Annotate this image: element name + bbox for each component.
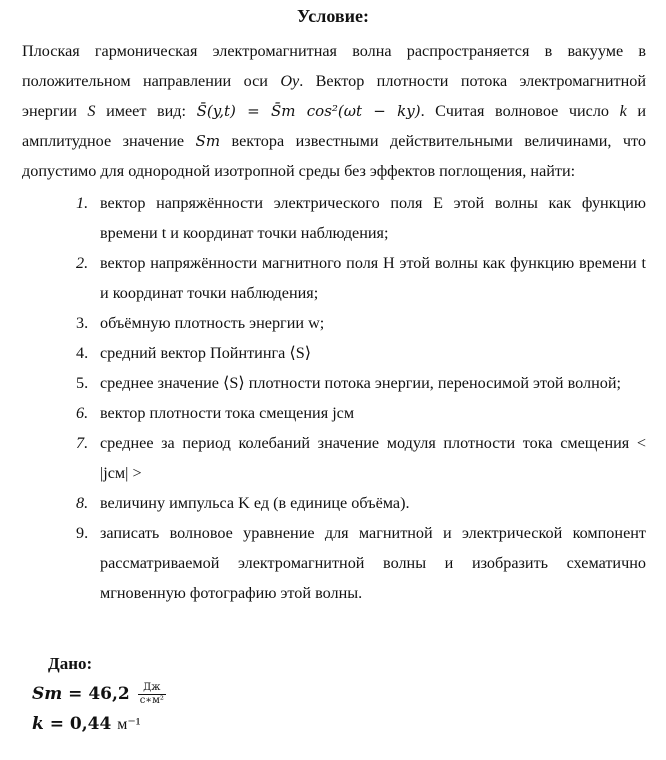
task-item [40,518,646,608]
task-text: средний вектор Пойнтинга ⟨S⟩ [100,344,312,362]
given-values [32,682,166,746]
statement-text-4: . Считая волновое число [420,102,620,120]
section-title: Условие: [297,6,369,26]
statement-text-3: имеет вид: [95,102,197,120]
statement-paragraph [22,36,646,186]
formula-amplitude: S̄m [270,102,296,120]
formula-rhs: cos²(ωt − ky) [295,102,421,120]
poynting-symbol: S [87,102,96,120]
given-sm-label: Sm [32,684,63,704]
task-text: среднее значение ⟨S⟩ плотности потока энергии, переносимой этой волной; [100,374,622,392]
given-k-unit: м⁻¹ [117,716,141,733]
task-number: 4. [76,344,89,362]
unit-numerator: Дж [138,682,166,695]
task-number: 8. [76,494,89,512]
unit-denominator: с∗м² [139,695,164,706]
problem-statement [22,36,646,186]
task-item [40,368,646,398]
given-k-value: = 0,44 [43,714,112,734]
task-number: 1. [76,194,89,212]
given-heading: Дано: [48,654,93,673]
task-item [40,248,646,308]
task-text: вектор плотности тока смещения jсм [100,404,355,422]
task-number: 2. [76,254,89,272]
given-sm-unit [138,682,166,707]
task-item [40,428,646,488]
amplitude-symbol: Sm [195,132,221,150]
task-text: объёмную плотность энергии w; [100,314,325,332]
task-text: записать волновое уравнение для магнитной и электрической компонент рассматриваемой электромагнитной волны и изобразить схематично мгновенную фотографию этой волны. [100,524,646,602]
given-k-label: k [32,714,44,734]
task-number: 5. [76,374,89,392]
axis-symbol: Oy [280,72,300,90]
task-item [40,398,646,428]
task-item [40,338,646,368]
task-item [40,488,646,518]
task-text: величину импульса K ед (в единице объёма). [100,494,410,512]
task-item [40,188,646,248]
task-text: среднее за период колебаний значение модуля плотности тока смещения < |jсм| > [100,434,646,482]
statement-text-1: Плоская гармоническая электромагнитная волна распространяется в вакууме в положительном направлении оси [22,42,646,90]
task-text: вектор напряжённости электрического поля E этой волны как функцию времени t и координат точки наблюдения; [100,194,646,242]
given-sm-row [32,682,166,714]
task-item [40,308,646,338]
statement-text-2: . Вектор плотности потока электромагнитной энергии [22,72,646,120]
task-number: 6. [76,404,89,422]
task-list [40,188,646,608]
statement-text-5: и амплитудное значение [22,102,646,150]
task-number: 7. [76,434,89,452]
task-number: 9. [76,524,89,542]
given-sm-value: = 46,2 [62,684,130,704]
task-text: вектор напряжённости магнитного поля H этой волны как функцию времени t и координат точки наблюдения; [100,254,646,302]
formula-lhs: S̄(y,t) = [196,102,271,120]
given-k-row [32,714,166,746]
task-number: 3. [76,314,89,332]
wavenumber-symbol: k [619,102,627,120]
statement-text-6: вектора известными действительными величинами, что допустимо для однородной изотропной среды без эффектов поглощения, найти: [22,132,646,180]
